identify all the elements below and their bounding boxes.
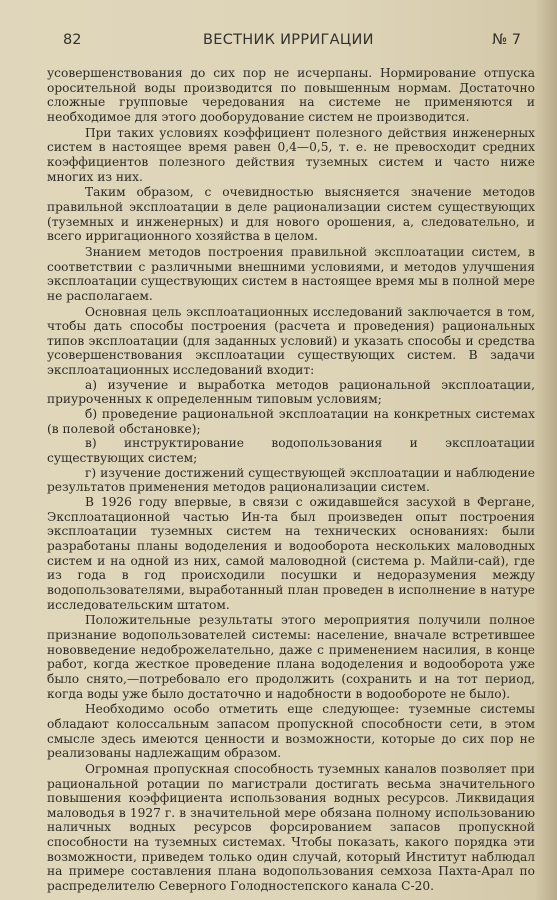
paragraph-main-goal: Основная цель эксплоатационных исследований заключается в том, чтобы дать способы построения (расчета и проведения) рациональных типов эксплоатации (для заданных условий) и указать способы и средства усовершенствования эксплоатации существующих систем. В задачи эксплоатационных исследований входит:	[47, 304, 535, 378]
journal-title: ВЕСТНИК ИРРИГАЦИИ	[203, 32, 374, 48]
page-number: 82	[63, 32, 82, 48]
paragraph-1926: В 1926 году впервые, в связи с ожидавшейся засухой в Фергане, Эксплоатационной частью Ин-та был произведен опыт построения эксплоатации туземных систем на технических основаниях: были разработаны планы вододеления и водооборота нескольких маловодных систем и на одной из них, самой маловодной (система р. Майли-сай), где из года в год происходили посушки и недоразумения между водопользователями, выработанный план проведен в исполнение в натуре исследовательским штатом.	[47, 495, 535, 612]
article-body	[47, 66, 535, 894]
paragraph-knowledge: Знанием методов построения правильной эксплоатации систем, в соответствии с различными внешними условиями, и методов улучшения эксплоатации существующих систем в настоящее время мы в полной мере не располагаем.	[47, 244, 535, 303]
page-header	[63, 32, 535, 54]
list-item-a: а) изучение и выработка методов рациональной эксплоатации, приуроченных к определенным типовым условиям;	[47, 377, 535, 407]
paragraph-capacity: Огромная пропускная способность туземных каналов позволяет при рациональной ротации по магистрали достигать весьма значительного повышения коэффициента использования водных ресурсов. Ликвидация маловодья в 1927 г. в значительной мере обязана полному использованию наличных водных ресурсов форсированием запасов пропускной способности на туземных системах. Чтобы показать, какого порядка эти возможности, приведем только один случай, который Институт наблюдал на примере составления плана водопользования семхоза Пахта-Арал по распределителю Северного Голодностепского канала С-20.	[47, 761, 535, 894]
paragraph-note: Необходимо особо отметить еще следующее: туземные системы обладают колоссальным запасом пропускной способности сети, в этом смысле здесь имеются ценности и возможности, которые до сих пор не реализованы надлежащим образом.	[47, 702, 535, 761]
paragraph-conclusion: Таким образом, с очевидностью выясняется значение методов правильной эксплоатации в деле рационализации систем существующих (туземных и инженерных) и для нового орошения, а, следовательно, и всего ирригационного хозяйства в целом.	[47, 185, 535, 244]
list-item-v: в) инструктирование водопользования и эксплоатации существующих систем;	[47, 436, 535, 466]
list-item-b: б) проведение рациональной эксплоатации на конкретных системах (в полевой обстановке);	[47, 407, 535, 436]
issue-number: № 7	[492, 32, 521, 48]
paragraph-continuation: усовершенствования до сих пор не исчерпаны. Нормирование отпуска оросительной воды производится по повышенным нормам. Достаточно сложные групповые чередования на системе не применяются и необходимое для этого дооборудование систем не производится.	[47, 66, 535, 124]
list-item-g: г) изучение достижений существующей эксплоатации и наблюдение результатов применения методов рационализации систем.	[47, 465, 535, 495]
paragraph-efficiency: При таких условиях коэффициент полезного действия инженерных систем в настоящее время равен 0,4—0,5, т. е. не превосходит средних коэффициентов полезного действия туземных систем и часто ниже многих из них.	[47, 125, 535, 184]
paragraph-results: Положительные результаты этого мероприятия получили полное признание водопользователей системы: население, вначале встретившее нововведение недоброжелательно, даже с применением насилия, в конце работ, когда жесткое проведение плана вододеления и водооборота уже было снято,—потребовало его продолжить (сохранить и на тот период, когда воды уже было достаточно и надобности в водообороте не было).	[47, 613, 535, 701]
